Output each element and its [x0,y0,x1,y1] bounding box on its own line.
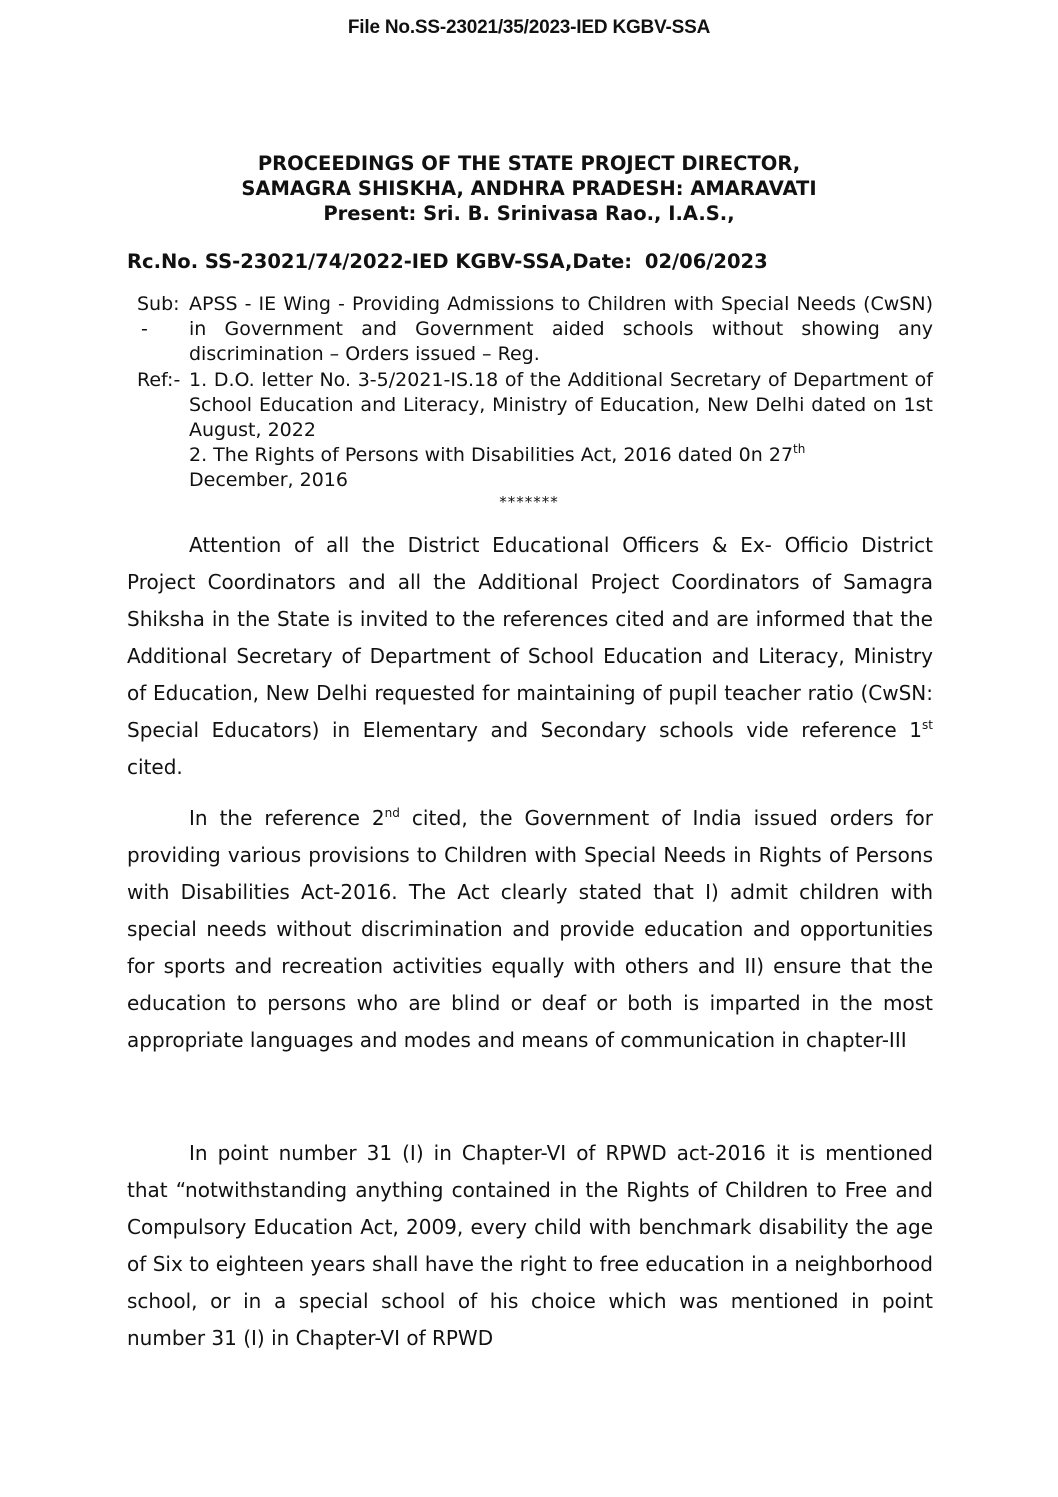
proceedings-heading [0,151,1058,226]
paragraph-3: In point number 31 (I) in Chapter-VI of RPWD act-2016 it is mentioned that “notwithstanding anything contained in the Rights of Children to Free and Compulsory Education Act, 2009, every child with benchmark disability the age of Six to eighteen years shall have the right to free education in a neighborhood school, or in a special school of his choice which was mentioned in point number 31 (I) in Chapter-VI of RPWD [127,1141,933,1350]
subject-label: Sub: [137,293,180,315]
subject-text: APSS - IE Wing - Providing Admissions to Children with Special Needs (CwSN) in Government and Government aided schools without showing any discrimination – Orders issued – Reg. [189,293,933,365]
heading-line-2: SAMAGRA SHISKHA, ANDHRA PRADESH: AMARAVATI [241,177,817,200]
references-label: Ref:- [137,369,181,391]
reference-1: 1. D.O. letter No. 3-5/2021-IS.18 of the Additional Secretary of Department of School Education and Literacy, Ministry of Education, New Delhi dated on 1st August, 2022 [189,369,933,441]
rc-number: Rc.No. SS-23021/74/2022-IED KGBV-SSA, [127,250,573,273]
heading-line-1: PROCEEDINGS OF THE STATE PROJECT DIRECTOR, [257,152,801,175]
rc-number-line [127,250,768,273]
paragraph-1: Attention of all the District Educational Officers & Ex- Officio District Project Coordinators and all the Additional Project Coordinators of Samagra Shiksha in the State is invited to the references cited and are informed that the Additional Secretary of Department of School Education and Literacy, Ministry of Education, New Delhi requested for maintaining of pupil teacher ratio (CwSN: Special Educators) in Elementary and Secondary schools vide reference 1st cited. [127,533,933,779]
heading-line-3: Present: Sri. B. Srinivasa Rao., I.A.S., [323,202,735,225]
reference-2: 2. The Rights of Persons with Disabilities Act, 2016 dated 0n 27th December, 2016 [189,442,806,491]
file-number: File No.SS-23021/35/2023-IED KGBV-SSA [347,17,711,38]
references-block [127,368,933,493]
paragraph-2: In the reference 2nd cited, the Government of India issued orders for providing various provisions to Children with Special Needs in Rights of Persons with Disabilities Act-2016. The Act clearly stated that I) admit children with special needs without discrimination and provide education and opportunities for sports and recreation activities equally with others and II) ensure that the education to persons who are blind or deaf or both is imparted in the most appropriate languages and modes and means of communication in chapter-III [127,806,933,1052]
separator: ******* [499,493,559,511]
order-date: 02/06/2023 [644,250,768,273]
date-label: Date: [572,250,633,273]
subject-block [127,292,933,367]
references-text [189,368,933,493]
subject-dash: - [141,318,148,340]
